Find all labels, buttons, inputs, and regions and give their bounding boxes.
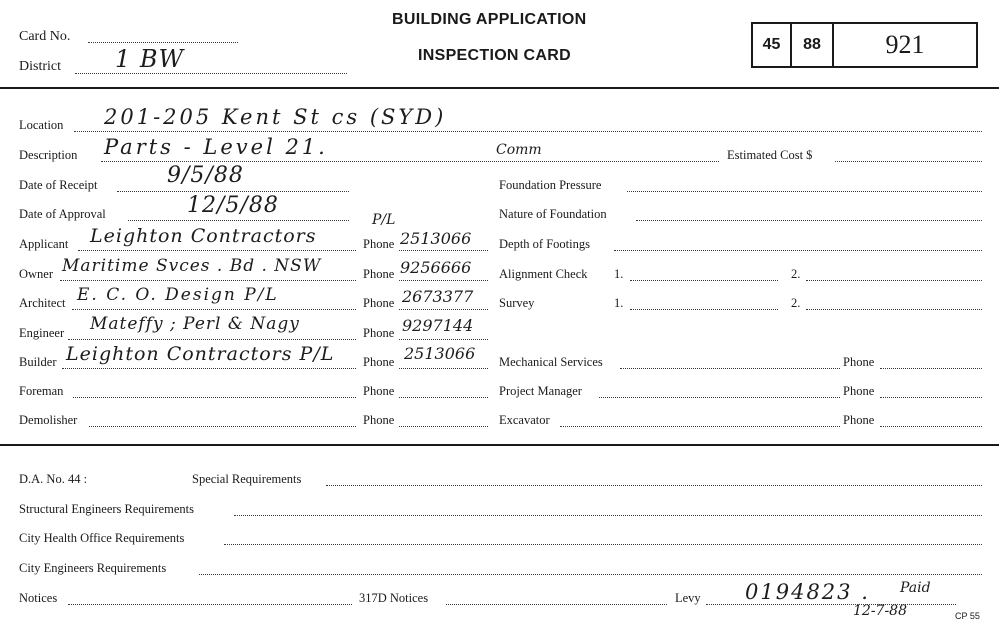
foreman-phone-field[interactable] [399, 397, 488, 398]
notices-317d-label: 317D Notices [359, 591, 429, 605]
levy-paid-date: 12-7-88 [853, 603, 907, 619]
description-value: Parts - Level 21. [104, 135, 328, 159]
description-field[interactable] [101, 161, 719, 162]
mechanical-phone-label: Phone [843, 355, 875, 369]
builder-phone-field[interactable] [399, 368, 488, 369]
applicant-phone-label: Phone [363, 237, 395, 251]
card-box-number: 921 [832, 22, 978, 68]
title-line-1: BUILDING APPLICATION [392, 11, 587, 28]
engineer-value: Mateffy ; Perl & Nagy [90, 314, 300, 334]
card-no-label: Card No. [19, 29, 71, 44]
foundation-pressure-label: Foundation Pressure [499, 178, 602, 192]
alignment-field-2[interactable] [806, 280, 982, 281]
applicant-phone-field[interactable] [399, 250, 488, 251]
estimated-cost-label: Estimated Cost $ [727, 148, 813, 162]
mechanical-services-field[interactable] [620, 368, 840, 369]
project-manager-phone-field[interactable] [880, 397, 982, 398]
levy-value: 0194823 . [745, 580, 870, 604]
architect-field[interactable] [72, 309, 356, 310]
builder-value: Leighton Contractors P/L [66, 343, 335, 365]
owner-phone-field[interactable] [399, 280, 488, 281]
date-approval-label: Date of Approval [19, 207, 106, 221]
da-no-label: D.A. No. 44 : [19, 472, 88, 486]
foreman-label: Foreman [19, 384, 64, 398]
form-code: CP 55 [955, 611, 980, 621]
nature-foundation-label: Nature of Foundation [499, 207, 607, 221]
date-receipt-field[interactable] [117, 191, 349, 192]
location-value: 201-205 Kent St cs (SYD) [104, 105, 447, 129]
city-engineers-label: City Engineers Requirements [19, 561, 167, 575]
foundation-pressure-field[interactable] [627, 191, 982, 192]
applicant-label: Applicant [19, 237, 69, 251]
excavator-phone-field[interactable] [880, 426, 982, 427]
levy-paid-note: Paid [900, 580, 931, 596]
date-receipt-value: 9/5/88 [167, 163, 244, 188]
alignment-check-label: Alignment Check [499, 267, 588, 281]
project-manager-label: Project Manager [499, 384, 582, 398]
owner-phone-label: Phone [363, 267, 395, 281]
card-box-45: 45 [751, 22, 792, 68]
builder-field[interactable] [62, 368, 356, 369]
builder-phone-label: Phone [363, 355, 395, 369]
city-engineers-field[interactable] [199, 574, 982, 575]
date-approval-field[interactable] [128, 220, 349, 221]
survey-num-2: 2. [791, 296, 801, 310]
health-requirements-label: City Health Office Requirements [19, 531, 185, 545]
applicant-phone-value: 2513066 [400, 229, 472, 248]
applicant-note: P/L [372, 212, 396, 228]
demolisher-field[interactable] [89, 426, 356, 427]
district-field[interactable] [75, 73, 347, 74]
card-box-88: 88 [790, 22, 834, 68]
depth-footings-label: Depth of Footings [499, 237, 590, 251]
mechanical-services-label: Mechanical Services [499, 355, 603, 369]
builder-phone-value: 2513066 [404, 344, 476, 363]
notices-label: Notices [19, 591, 58, 605]
card-no-field[interactable] [88, 42, 238, 43]
demolisher-label: Demolisher [19, 413, 78, 427]
applicant-field[interactable] [78, 250, 356, 251]
levy-field[interactable] [706, 604, 956, 605]
date-approval-value: 12/5/88 [187, 193, 279, 218]
excavator-field[interactable] [560, 426, 840, 427]
engineer-phone-label: Phone [363, 326, 395, 340]
alignment-num-2: 2. [791, 267, 801, 281]
applicant-value: Leighton Contractors [90, 225, 317, 247]
owner-field[interactable] [60, 280, 356, 281]
architect-phone-value: 2673377 [402, 287, 474, 306]
builder-label: Builder [19, 355, 57, 369]
description-note: Comm [496, 142, 542, 158]
structural-requirements-field[interactable] [234, 515, 982, 516]
architect-phone-field[interactable] [399, 309, 488, 310]
notices-field[interactable] [68, 604, 352, 605]
owner-value: Maritime Svces . Bd . NSW [62, 256, 322, 276]
survey-field-1[interactable] [630, 309, 778, 310]
demolisher-phone-field[interactable] [399, 426, 488, 427]
engineer-phone-field[interactable] [399, 339, 488, 340]
architect-phone-label: Phone [363, 296, 395, 310]
date-receipt-label: Date of Receipt [19, 178, 98, 192]
district-label: District [19, 59, 61, 74]
structural-requirements-label: Structural Engineers Requirements [19, 502, 194, 516]
architect-value: E. C. O. Design P/L [77, 285, 279, 305]
survey-num-1: 1. [614, 296, 624, 310]
location-field[interactable] [74, 131, 982, 132]
location-label: Location [19, 118, 64, 132]
special-requirements-label: Special Requirements [192, 472, 302, 486]
title-line-2: INSPECTION CARD [418, 47, 571, 64]
notices-317d-field[interactable] [446, 604, 667, 605]
estimated-cost-field[interactable] [835, 161, 982, 162]
survey-field-2[interactable] [806, 309, 982, 310]
depth-footings-field[interactable] [614, 250, 982, 251]
description-label: Description [19, 148, 78, 162]
alignment-num-1: 1. [614, 267, 624, 281]
engineer-phone-value: 9297144 [402, 316, 474, 335]
demolisher-phone-label: Phone [363, 413, 395, 427]
levy-label: Levy [675, 591, 701, 605]
foreman-phone-label: Phone [363, 384, 395, 398]
alignment-field-1[interactable] [630, 280, 778, 281]
project-manager-field[interactable] [599, 397, 840, 398]
excavator-label: Excavator [499, 413, 550, 427]
survey-label: Survey [499, 296, 535, 310]
excavator-phone-label: Phone [843, 413, 875, 427]
project-manager-phone-label: Phone [843, 384, 875, 398]
engineer-field[interactable] [68, 339, 356, 340]
architect-label: Architect [19, 296, 66, 310]
health-requirements-field[interactable] [224, 544, 982, 545]
mechanical-phone-field[interactable] [880, 368, 982, 369]
district-value: 1 BW [115, 45, 185, 73]
nature-foundation-field[interactable] [636, 220, 982, 221]
special-requirements-field[interactable] [326, 485, 982, 486]
foreman-field[interactable] [73, 397, 356, 398]
owner-phone-value: 9256666 [400, 258, 472, 277]
engineer-label: Engineer [19, 326, 65, 340]
header-divider [0, 87, 999, 89]
owner-label: Owner [19, 267, 54, 281]
requirements-divider [0, 444, 999, 446]
